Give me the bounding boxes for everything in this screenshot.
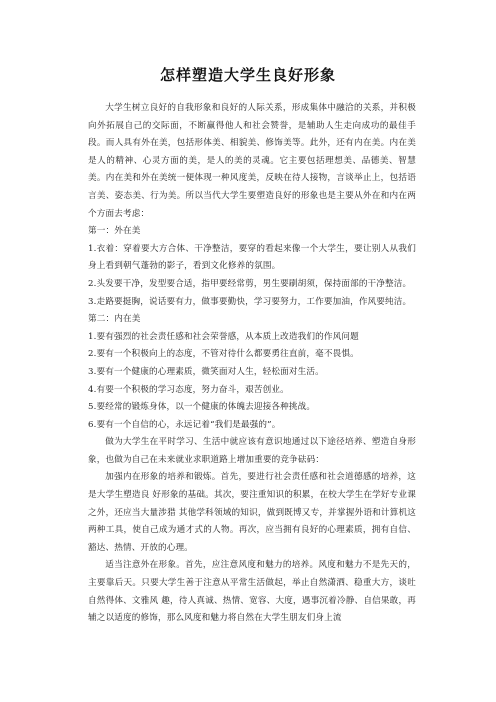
list-item: 4.有要一个积极的学习态度，努力奋斗，艰苦创业。 (88, 384, 289, 395)
list-item: 1.要有强烈的社会责任感和社会荣誉感，从本质上改造我们的作风问题 (88, 331, 359, 342)
section-heading-inner-beauty: 第二：内在美 (88, 314, 141, 325)
list-item: 2.要有一个积极向上的态度，不管对待什么都要勇往直前，毫不畏惧。 (88, 349, 359, 360)
list-item: 2.头发要干净，发型要合适，指甲要经常剪，男生要刷胡须，保持面部的干净整洁。 (88, 278, 412, 289)
list-item: 5.要经常的锻炼身体，以一个健康的体魄去迎接各种挑战。 (88, 402, 316, 413)
list-item: 3.要有一个健康的心理素质，微笑面对人生，轻松面对生活。 (88, 366, 324, 377)
list-item: 3.走路要挺胸，说话要有力，做事要勤快，学习要努力，工作要加油，作风要纯洁。 (88, 296, 412, 307)
list-item: 6.要有一个自信的心，永远记着“我们是最强的”。 (88, 419, 281, 430)
outer-image-paragraph: 适当注意外在形象。首先，应注意风度和魅力的培养。风度和魅力不是先天的，主要靠后天。只要大学生善于注意从平常生活做起，举止自然潇洒、稳重大方，谈吐自然得体、文雅风 趣，待人真诚、热情、宽容、大度，遇事沉着冷静、自信果敢，再辅之以适度的修饰，那么风度和魅力将自然在大学生朋友们身上流 (88, 560, 416, 624)
page-title: 怎样塑造大学生良好形象 (159, 66, 336, 84)
practice-paragraph: 做为大学生在平时学习、生活中就应该有意识地通过以下途径培养、塑造自身形象，也做为自己在未来就业求职道路上增加重要的竞争砝码： (88, 437, 416, 465)
inner-image-paragraph: 加强内在形象的培养和锻炼。首先，要进行社会责任感和社会道德感的培养，这是大学生塑造良 好形象的基础。其次，要注重知识的积累，在校大学生在学好专业课之外，还应当大量涉猎 其他学科领域的知识，做到既博又专，并掌握外语和计算机这两种工具，使自己成为通才式的人物。再次，应当拥有良好的心理素质，拥有自信、豁达、热情、开放的心理。 (88, 472, 416, 553)
list-item: 1.衣着：穿着要大方合体、干净整洁，要穿的看起来像一个大学生，要让别人从我们身上看到朝气蓬勃的影子，看到文化修养的氛围。 (88, 243, 416, 272)
section-heading-outer-beauty: 第一：外在美 (88, 226, 141, 237)
intro-paragraph: 大学生树立良好的自我形象和良好的人际关系，形成集体中融洽的关系，并积极向外拓展自己的交际面，不断赢得他人和社会赞誉，是辅助人生走向成功的最佳手段。而人具有外在美，包括形体美、相貌美、修饰美等。此外，还有内在美。内在美是人的精神、心灵方面的美，是人的美的灵魂。它主要包括理想美、品德美、智慧美。内在美和外在美统一便体现一种风度美，反映在待人接物，言谈举止上，包括语言美、姿态美、行为美。所以当代大学生要塑造良好的形象也是主要从外在和内在两个方面去考虑： (88, 103, 416, 219)
document-body (88, 100, 416, 628)
